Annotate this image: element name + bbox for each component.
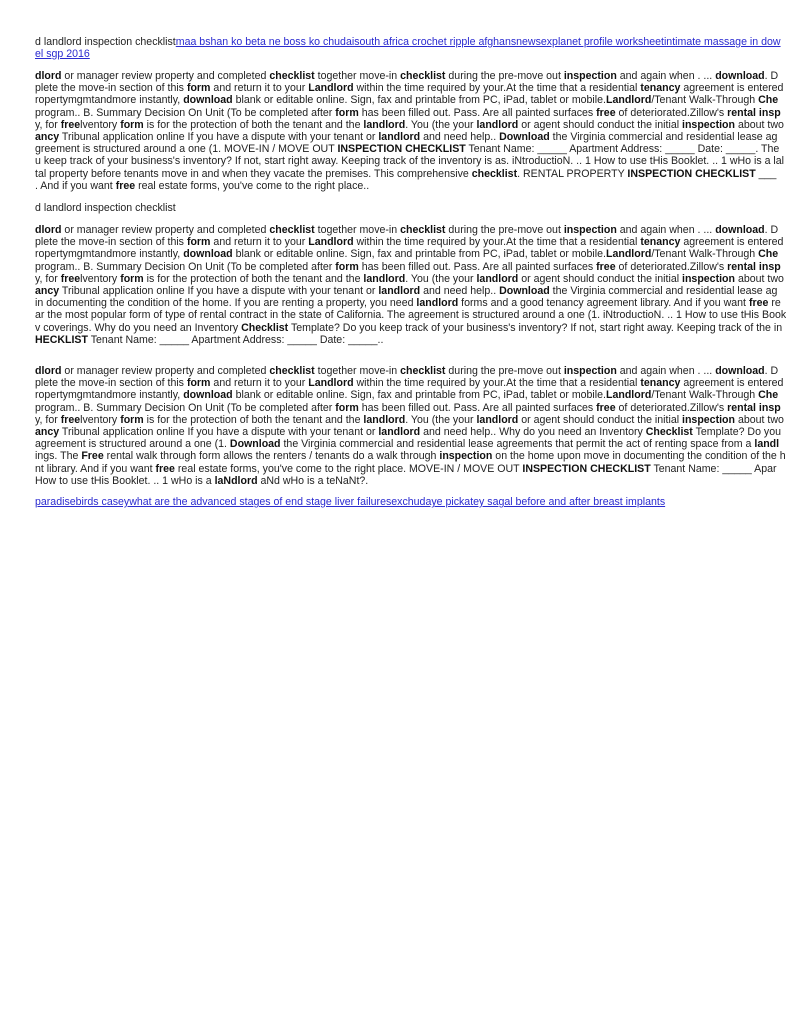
keyword-bold: tenancy: [640, 236, 681, 249]
keyword-bold: inspection: [563, 70, 617, 82]
keyword-bold: Landlord: [605, 389, 652, 402]
text-span: or agent should conduct the initial: [518, 272, 683, 285]
paragraph-line: [35, 143, 779, 155]
text-span: Template? Do you: [692, 426, 781, 438]
paragraph-line: [35, 389, 778, 401]
keyword-bold: ancy: [35, 285, 60, 297]
text-span: aNd wHo is a teNaNt?.: [257, 474, 369, 487]
paragraph-line: [35, 236, 783, 248]
text-span: plete the move-in section of this: [35, 377, 187, 390]
text-span: . D: [764, 365, 779, 377]
text-span: about two: [735, 118, 784, 131]
keyword-bold: inspection: [682, 413, 735, 426]
keyword-bold: free: [155, 462, 175, 475]
keyword-bold: rental insp: [727, 401, 781, 414]
paragraph-line: [35, 180, 369, 192]
keyword-bold: free: [748, 297, 769, 310]
text-span: or agent should conduct the initial: [518, 118, 683, 131]
text-span: ar the most popular form of type of rental contract in the state of California. The agreement is structured around a one (1. iNtroductioN. .. 1 How to use tHis Book: [35, 309, 786, 322]
keyword-bold: dlord: [35, 70, 62, 82]
keyword-bold: HECKLIST: [35, 333, 88, 346]
text-span: /Tenant Walk-Through: [651, 389, 759, 402]
text-span: blank or editable online. Sign, fax and printable from PC, iPad, tablet or mobile.: [232, 389, 606, 402]
text-span: is for the protection of both the tenant and the: [143, 413, 364, 426]
paragraph-line: [35, 94, 778, 106]
text-span: plete the move-in section of this: [35, 236, 187, 249]
keyword-bold: checklist: [400, 224, 446, 236]
text-span: How to use tHis Booklet. .. 1 wHo is a: [35, 474, 215, 487]
text-span: blank or editable online. Sign, fax and printable from PC, iPad, tablet or mobile.: [232, 248, 606, 261]
text-span: /Tenant Walk-Through: [651, 94, 759, 107]
paragraph-line: [35, 402, 781, 414]
keyword-bold: download: [715, 365, 765, 377]
text-span: has been filled out. Pass. Are all painted surfaces: [358, 106, 597, 119]
text-span: together move-in: [314, 224, 401, 236]
keyword-bold: rental insp: [727, 106, 781, 119]
footer-line: [35, 496, 665, 508]
text-span: together move-in: [314, 365, 401, 377]
keyword-bold: form: [335, 260, 359, 273]
text-span: and return it to your: [210, 82, 309, 95]
text-span: and again when . ...: [616, 70, 716, 82]
keyword-bold: free: [596, 401, 616, 414]
paragraph-line: [35, 131, 777, 143]
paragraph-line: [35, 82, 783, 94]
keyword-bold: Free: [81, 450, 104, 463]
text-span: has been filled out. Pass. Are all painted surfaces: [358, 260, 597, 273]
keyword-bold: checklist: [269, 365, 315, 377]
text-span: Tenant Name: _____ Apar: [650, 462, 777, 475]
text-span: Tenant Name: _____ Apartment Address: _____ Date: _____..: [87, 333, 384, 346]
text-span: Tribunal application online If you have a dispute with your tenant or: [59, 285, 379, 297]
paragraph-line: [35, 107, 781, 119]
keyword-bold: checklist: [269, 70, 315, 82]
text-span: ings. The: [35, 450, 82, 463]
keyword-bold: free: [60, 413, 81, 426]
text-span: agreement is entered: [680, 82, 784, 95]
keyword-bold: form: [120, 118, 144, 131]
text-span: of deteriorated.Zillow's: [615, 106, 728, 119]
paragraph-line: [35, 377, 783, 389]
paragraph-line: [35, 224, 778, 236]
keyword-bold: Landlord: [605, 248, 652, 261]
paragraph-line: [35, 285, 777, 297]
text-span: agreement is structured around a one (1.: [35, 438, 230, 451]
keyword-bold: download: [715, 70, 765, 82]
text-span: ___: [755, 167, 777, 180]
paragraph-line: [35, 155, 784, 167]
paragraph-line: [35, 414, 784, 426]
keyword-bold: Che: [758, 248, 779, 261]
text-span: real estate forms, you've come to the right place..: [135, 179, 370, 192]
keyword-bold: landl: [754, 438, 780, 451]
footer-link[interactable]: paradisebirds caseywhat are the advanced stages of end stage liver failuresexchudaye pickatey sagal before and after breast implants: [35, 496, 666, 508]
keyword-bold: landlord: [363, 413, 406, 426]
keyword-bold: form: [186, 82, 211, 95]
keyword-bold: ancy: [35, 131, 60, 143]
text-span: of deteriorated.Zillow's: [615, 401, 728, 414]
text-span: has been filled out. Pass. Are all painted surfaces: [358, 401, 597, 414]
text-span: Tenant Name: _____ Apartment Address: _____ Date: _____. The: [465, 143, 780, 156]
heading-2: d landlord inspection checklist: [35, 202, 176, 214]
header-link-a[interactable]: maa bshan ko beta ne boss ko chudaisouth africa crochet ripple afghansnewsexplanet profile worksheetintimate massage in dow: [175, 36, 781, 48]
keyword-bold: landlord: [476, 272, 519, 285]
keyword-bold: landlord: [476, 118, 519, 131]
text-span: y, for: [35, 413, 61, 426]
keyword-bold: tenancy: [640, 82, 681, 95]
keyword-bold: INSPECTION CHECKLIST: [522, 462, 651, 475]
text-span: about two: [735, 272, 784, 285]
paragraph-line: [35, 334, 383, 346]
text-span: agreement is entered: [680, 236, 784, 249]
keyword-bold: Che: [758, 94, 779, 107]
keyword-bold: form: [186, 377, 211, 390]
keyword-bold: Download: [499, 285, 550, 297]
text-span: program.. B. Summary Decision On Unit (To be completed after: [35, 401, 336, 414]
text-span: the Virginia commercial and residential lease ag: [549, 131, 778, 143]
keyword-bold: rental insp: [727, 260, 781, 273]
keyword-bold: inspection: [439, 450, 493, 463]
text-span: nt library. And if you want: [35, 462, 156, 475]
text-span: and return it to your: [210, 236, 309, 249]
text-span: and need help..: [420, 131, 500, 143]
keyword-bold: checklist: [269, 224, 315, 236]
text-span: . And if you want: [35, 179, 116, 192]
keyword-bold: inspection: [682, 272, 735, 285]
text-span: during the pre-move out: [445, 224, 564, 236]
text-span: real estate forms, you've come to the right place. MOVE-IN / MOVE OUT: [174, 462, 523, 475]
text-span: or manager review property and completed: [61, 224, 270, 236]
text-span: on the home upon move in documenting the condition of the h: [492, 450, 786, 463]
keyword-bold: free: [596, 260, 616, 273]
text-span: agreement is entered: [680, 377, 784, 390]
keyword-bold: inspection: [563, 365, 617, 377]
keyword-bold: dlord: [35, 365, 62, 377]
text-span: or manager review property and completed: [61, 365, 270, 377]
text-span: rental walk through form allows the renters / tenants do a walk through: [103, 450, 440, 463]
keyword-bold: free: [115, 179, 136, 192]
keyword-bold: form: [186, 236, 211, 249]
text-span: within the time required by your.At the time that a residential: [353, 236, 641, 249]
paragraph-line: [35, 119, 784, 131]
text-span: forms and a good tenancy agreement library. And if you want: [458, 297, 749, 310]
keyword-bold: inspection: [563, 224, 617, 236]
text-span: . You (the your: [405, 413, 477, 426]
paragraph-line: [35, 365, 778, 377]
text-span: . RENTAL PROPERTY: [517, 167, 628, 180]
header-line: [35, 36, 781, 48]
keyword-bold: download: [715, 224, 765, 236]
keyword-bold: Che: [758, 389, 779, 402]
keyword-bold: Checklist: [645, 426, 693, 438]
text-span: y, for: [35, 118, 61, 131]
paragraph-line: [35, 70, 778, 82]
paragraph-line: [35, 261, 781, 273]
text-span: is for the protection of both the tenant and the: [143, 118, 364, 131]
text-span: re: [768, 297, 781, 310]
text-span: y, for: [35, 272, 61, 285]
text-span: plete the move-in section of this: [35, 82, 187, 95]
keyword-bold: Download: [499, 131, 550, 143]
keyword-bold: checklist: [400, 365, 446, 377]
keyword-bold: free: [596, 106, 616, 119]
keyword-bold: Landlord: [308, 377, 354, 390]
paragraph-line: [35, 450, 786, 462]
paragraph-line: [35, 168, 776, 180]
keyword-bold: form: [120, 413, 144, 426]
keyword-bold: form: [335, 401, 359, 414]
text-span: ropertymgmtandmore instantly,: [35, 389, 184, 402]
keyword-bold: INSPECTION CHECKLIST: [627, 167, 756, 180]
keyword-bold: download: [183, 248, 233, 261]
keyword-bold: Landlord: [308, 236, 354, 249]
text-span: lventory: [80, 118, 121, 131]
keyword-bold: form: [120, 272, 144, 285]
text-span: or agent should conduct the initial: [518, 413, 683, 426]
paragraph-line: [35, 297, 781, 309]
header-link-line: [35, 48, 90, 60]
text-span: and need help.. Why do you need an Inventory: [420, 426, 646, 438]
text-span: program.. B. Summary Decision On Unit (To be completed after: [35, 106, 336, 119]
keyword-bold: landlord: [378, 131, 421, 143]
text-span: and need help..: [420, 285, 500, 297]
text-span: u keep track of your business's inventory? If not, start right away. Keeping track of the inventory is as. iNtroductioN. .. 1 How to use tHis Booklet. .. 1 wHo is a lal: [35, 155, 785, 168]
text-span: lventory: [80, 272, 121, 285]
text-span: tal property before tenants move in and when they vacate the premises. This comprehensive: [35, 167, 472, 180]
keyword-bold: ancy: [35, 426, 60, 438]
text-span: Tribunal application online If you have a dispute with your tenant or: [59, 131, 379, 143]
keyword-bold: landlord: [476, 413, 519, 426]
text-span: during the pre-move out: [445, 365, 564, 377]
keyword-bold: landlord: [378, 426, 421, 438]
keyword-bold: Landlord: [605, 94, 652, 107]
keyword-bold: inspection: [682, 118, 735, 131]
keyword-bold: checklist: [471, 167, 518, 180]
text-span: . D: [764, 70, 779, 82]
text-span: within the time required by your.At the time that a residential: [353, 82, 641, 95]
text-span: or manager review property and completed: [61, 70, 270, 82]
text-span: during the pre-move out: [445, 70, 564, 82]
keyword-bold: checklist: [400, 70, 446, 82]
text-span: lventory: [80, 413, 121, 426]
paragraph-line: [35, 273, 784, 285]
paragraph-line: [35, 322, 782, 334]
keyword-bold: laNdlord: [214, 474, 258, 487]
text-span: in documenting the condition of the home. If you are renting a property, you need: [35, 297, 417, 310]
keyword-bold: download: [183, 389, 233, 402]
text-span: and return it to your: [210, 377, 309, 390]
keyword-bold: Download: [229, 438, 281, 451]
text-span: . You (the your: [405, 118, 477, 131]
keyword-bold: form: [335, 106, 359, 119]
text-span: v coverings. Why do you need an Inventory: [35, 321, 242, 334]
text-span: . D: [764, 224, 779, 236]
text-span: the Virginia commercial and residential lease ag: [549, 285, 778, 297]
header-link-b[interactable]: el sgp 2016: [35, 48, 90, 60]
keyword-bold: free: [60, 118, 81, 131]
keyword-bold: landlord: [363, 272, 406, 285]
text-span: ropertymgmtandmore instantly,: [35, 94, 184, 107]
text-span: Template? Do you keep track of your business's inventory? If not, start right away. Keeping track of the in: [288, 321, 783, 334]
text-span: Tribunal application online If you have a dispute with your tenant or: [59, 426, 379, 438]
text-span: program.. B. Summary Decision On Unit (To be completed after: [35, 260, 336, 273]
text-span: together move-in: [314, 70, 401, 82]
text-span: /Tenant Walk-Through: [651, 248, 759, 261]
text-span: greement is structured around a one (1. MOVE-IN / MOVE OUT: [35, 143, 338, 156]
header-title: d landlord inspection checklist: [35, 36, 176, 48]
keyword-bold: INSPECTION CHECKLIST: [337, 143, 466, 156]
keyword-bold: Checklist: [241, 321, 289, 334]
section-heading: [35, 202, 176, 214]
text-span: . You (the your: [405, 272, 477, 285]
paragraph-line: [35, 463, 777, 475]
keyword-bold: landlord: [363, 118, 406, 131]
text-span: of deteriorated.Zillow's: [615, 260, 728, 273]
paragraph-line: [35, 475, 368, 487]
paragraph-line: [35, 438, 779, 450]
keyword-bold: free: [60, 272, 81, 285]
text-span: and again when . ...: [616, 365, 716, 377]
text-span: within the time required by your.At the time that a residential: [353, 377, 641, 390]
paragraph-line: [35, 426, 781, 438]
text-span: blank or editable online. Sign, fax and printable from PC, iPad, tablet or mobile.: [232, 94, 606, 107]
paragraph-line: [35, 248, 778, 260]
keyword-bold: dlord: [35, 224, 62, 236]
text-span: and again when . ...: [616, 224, 716, 236]
text-span: is for the protection of both the tenant and the: [143, 272, 364, 285]
text-span: the Virginia commercial and residential lease agreements that permit the act of renting space from a: [280, 438, 755, 451]
keyword-bold: tenancy: [640, 377, 681, 390]
keyword-bold: landlord: [416, 297, 459, 310]
text-span: ropertymgmtandmore instantly,: [35, 248, 184, 261]
text-span: about two: [735, 413, 784, 426]
keyword-bold: Landlord: [308, 82, 354, 95]
keyword-bold: landlord: [378, 285, 421, 297]
paragraph-line: [35, 309, 786, 321]
keyword-bold: download: [183, 94, 233, 107]
